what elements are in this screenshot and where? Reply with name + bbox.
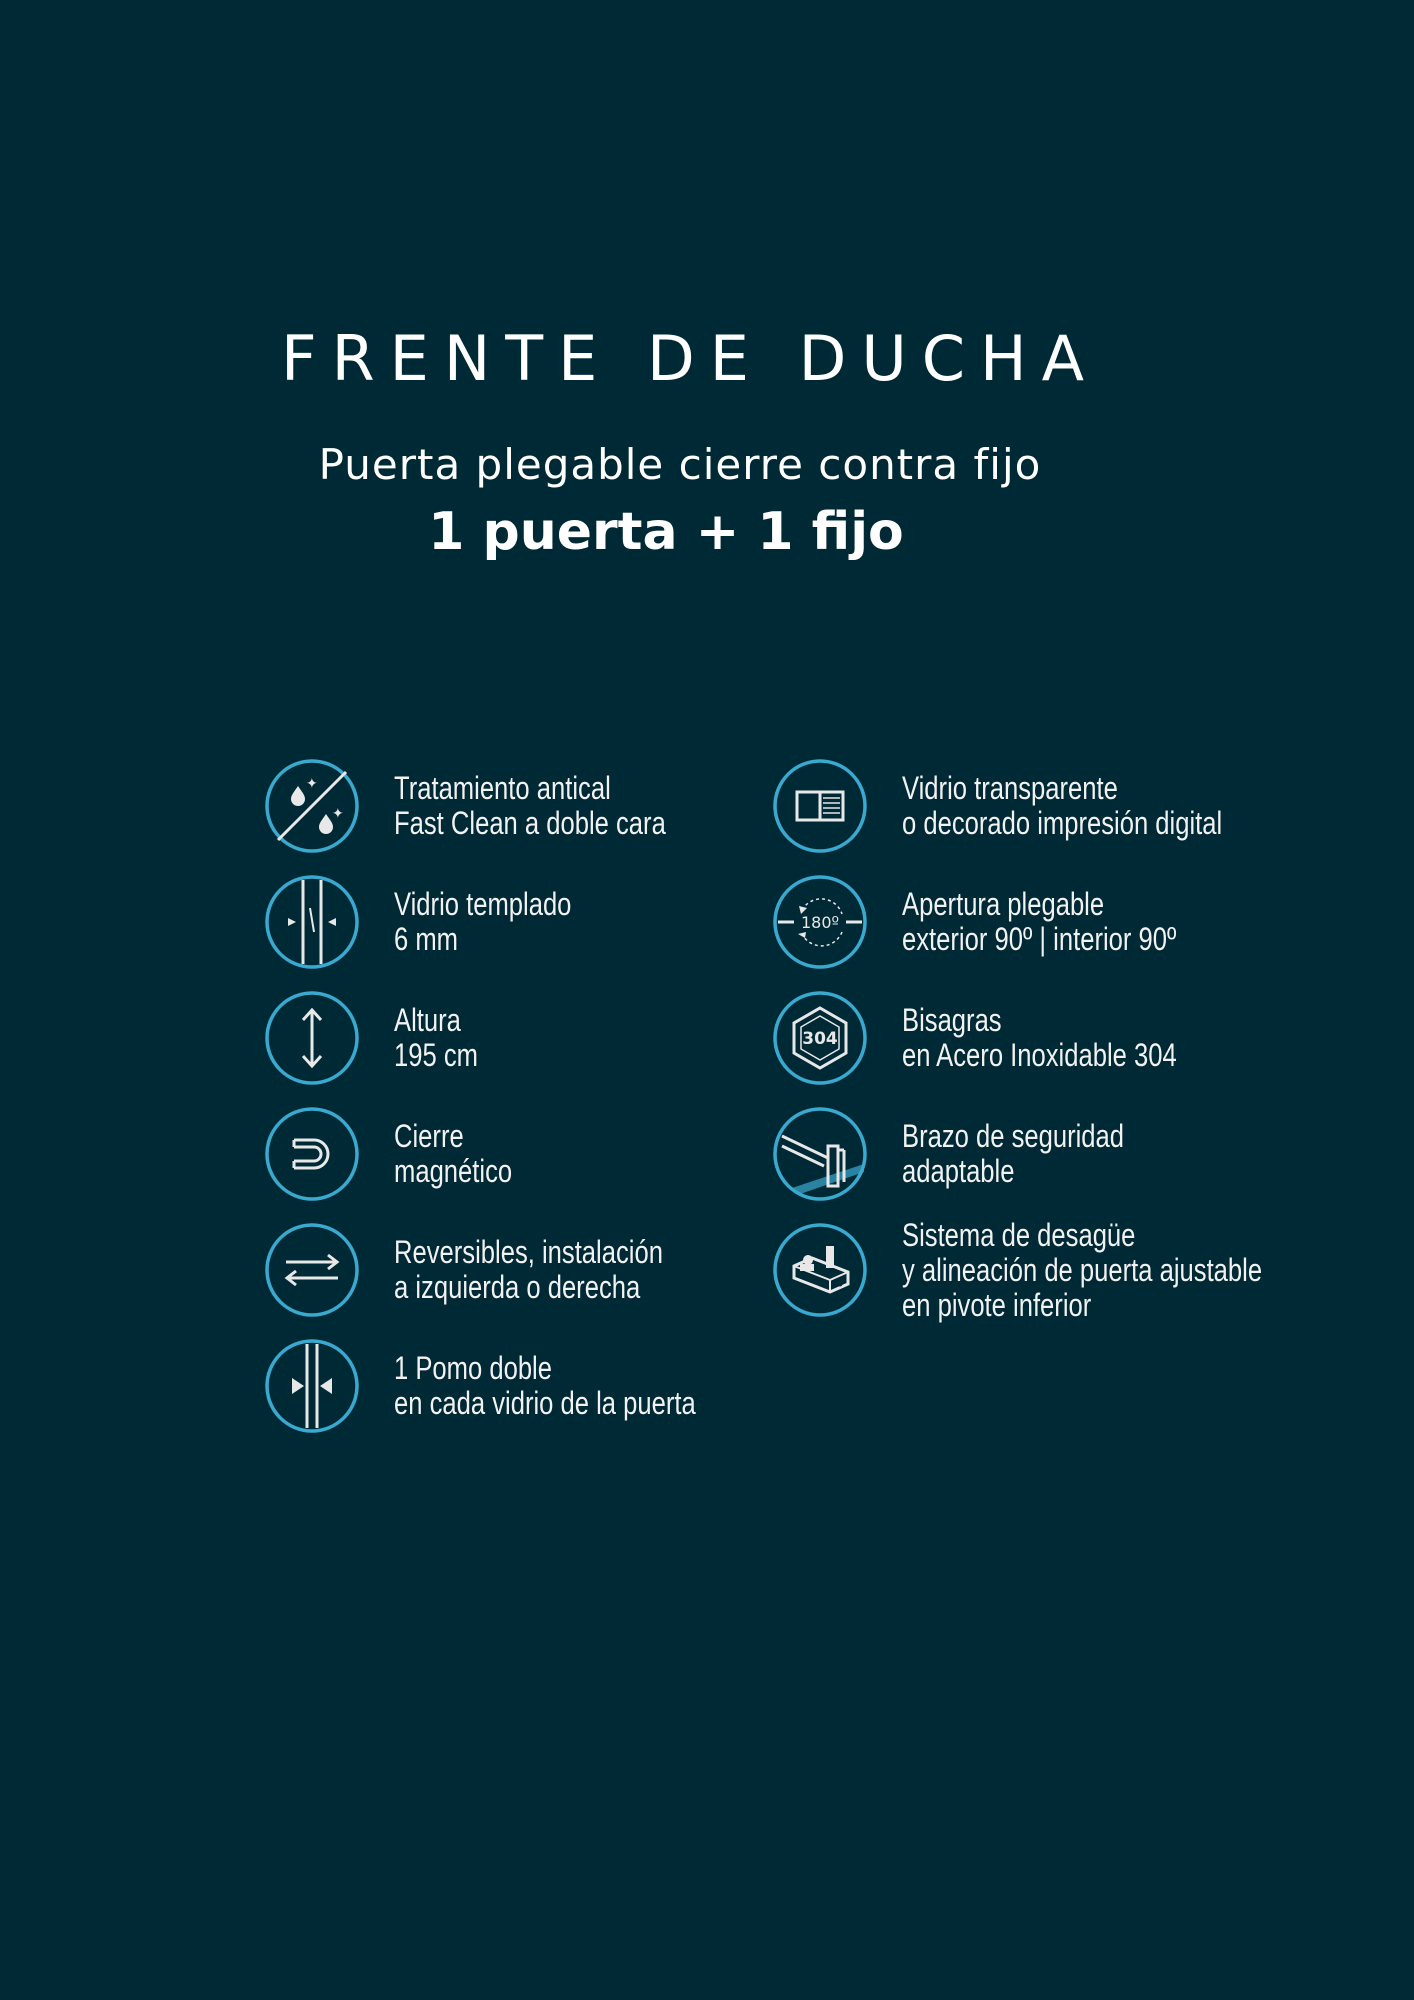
feature-detail: magnético	[394, 1153, 513, 1189]
double-knob-icon	[264, 1338, 360, 1434]
feature-adjustable-pivot	[772, 1216, 1352, 1323]
reversible-icon	[264, 1222, 360, 1318]
feature-detail: y alineación de puerta ajustable	[902, 1251, 1263, 1288]
feature-detail: 6 mm	[394, 921, 458, 957]
adjustable-pivot-icon	[772, 1222, 868, 1318]
feature-detail: Fast Clean a doble cara	[394, 805, 666, 841]
feature-folding-opening	[772, 874, 1245, 970]
feature-detail: 195 cm	[394, 1037, 478, 1073]
svg-text:✦: ✦	[332, 806, 344, 822]
tempered-glass-icon	[264, 874, 360, 970]
feature-magnetic-close	[264, 1106, 542, 1202]
feature-detail: en cada vidrio de la puerta	[394, 1385, 696, 1421]
feature-glass-type	[772, 758, 1302, 854]
feature-detail: en Acero Inoxidable 304	[902, 1037, 1177, 1073]
stainless-steel-icon	[772, 990, 868, 1086]
feature-detail-extra: en pivote inferior	[902, 1286, 1092, 1323]
height-icon	[264, 990, 360, 1086]
svg-text:✦: ✦	[306, 776, 318, 792]
feature-detail: adaptable	[902, 1153, 1015, 1189]
feature-label: 1 Pomo doble	[394, 1350, 552, 1386]
feature-label: Vidrio templado	[394, 886, 572, 922]
feature-label: Reversibles, instalación	[394, 1234, 663, 1270]
feature-label: Vidrio transparente	[902, 770, 1118, 806]
feature-label: Cierre	[394, 1118, 464, 1154]
feature-safety-arm	[772, 1106, 1180, 1202]
feature-hinges	[772, 990, 1245, 1086]
feature-detail: exterior 90º | interior 90º	[902, 921, 1177, 957]
feature-label: Tratamiento antical	[394, 770, 611, 806]
feature-double-knob	[264, 1338, 771, 1434]
configuration-label: 1 puerta + 1 fijo	[428, 502, 904, 562]
feature-label: Altura	[394, 1002, 461, 1038]
glass-panel-icon	[772, 758, 868, 854]
feature-detail: a izquierda o derecha	[394, 1269, 641, 1305]
feature-label: Apertura plegable	[902, 886, 1105, 922]
opening-badge: 180º	[800, 913, 840, 932]
feature-label: Bisagras	[902, 1002, 1002, 1038]
feature-height	[264, 990, 499, 1086]
feature-detail: o decorado impresión digital	[902, 805, 1223, 841]
feature-label: Sistema de desagüe	[902, 1216, 1136, 1253]
feature-label: Brazo de seguridad	[902, 1118, 1125, 1154]
page-title: FRENTE DE DUCHA	[280, 322, 1100, 395]
feature-anti-limescale	[264, 758, 734, 854]
feature-reversible	[264, 1222, 730, 1318]
magnet-icon	[264, 1106, 360, 1202]
steel-grade-badge: 304	[802, 1029, 838, 1049]
safety-arm-icon	[772, 1106, 868, 1202]
feature-tempered-glass	[264, 874, 616, 970]
anti-limescale-icon	[264, 758, 360, 854]
opening-180-icon	[772, 874, 868, 970]
page-subtitle: Puerta plegable cierre contra fijo	[318, 440, 1042, 489]
